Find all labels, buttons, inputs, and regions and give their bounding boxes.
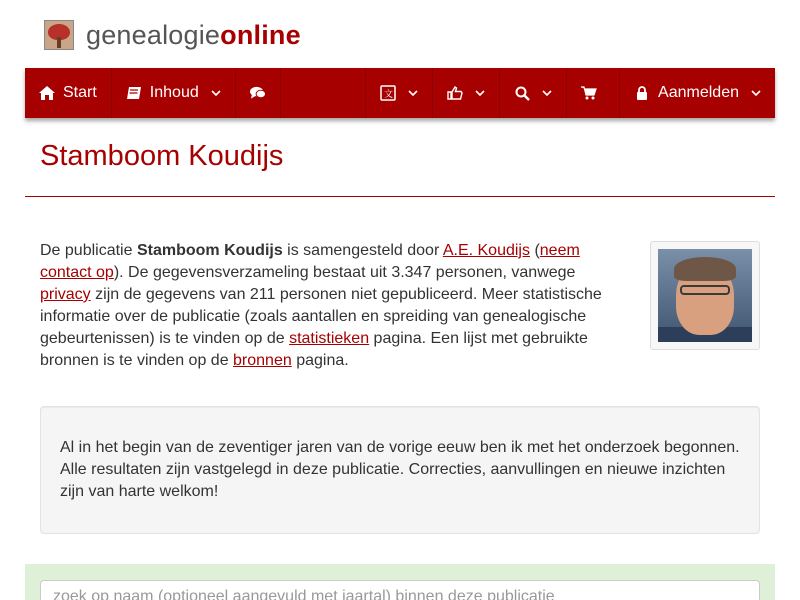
author-avatar[interactable] [650,241,760,350]
nav-spacer [281,68,366,118]
thumbs-up-icon [447,85,463,101]
comments-icon [250,85,266,101]
lock-icon [634,85,650,101]
chevron-down-icon [475,88,485,98]
svg-text:文: 文 [384,90,394,100]
tree-logo-icon [44,20,74,50]
site-logo[interactable] [44,18,301,52]
search-input[interactable] [40,580,760,600]
privacy-link[interactable]: privacy [40,286,91,303]
nav-start-label: Start [63,84,97,101]
site-brand-name: genealogieonline [86,19,301,50]
search-icon [514,85,530,101]
nav-forum[interactable] [236,68,281,118]
publication-note-text: Al in het begin van de zeventiger jaren van de vorige eeuw ben ik met het onderzoek begonnen. Alle resultaten zijn vastgelegd in deze publicatie. Correcties, aanvullingen en nieuwe inzichten zijn van harte welkom! [60,439,740,500]
home-icon [39,85,55,101]
nav-start[interactable] [25,68,112,118]
chevron-down-icon [408,88,418,98]
nav-share[interactable] [433,68,500,118]
sources-link[interactable]: bronnen [233,352,292,369]
translate-icon [380,85,396,101]
nav-login[interactable] [620,68,775,118]
main-navbar [25,68,775,118]
page-title: Stamboom Koudijs [40,140,284,172]
chevron-down-icon [542,88,552,98]
search-panel [25,564,775,600]
title-divider [25,196,775,197]
chevron-down-icon [211,88,221,98]
publication-intro: De publicatie Stamboom Koudijs is samengesteld door A.E. Koudijs (neem contact op). De gegevensverzameling bestaat uit 3.347 personen, vanwege privacy zijn de gegevens van 211 personen niet gepubliceerd. Meer statistische informatie over de publicatie (zoals aantallen en spreiding van genealogische gebeurtenissen) is te vinden op de statistieken pagina. Een lijst met gebruikte bronnen is te vinden op de bronnen pagina. [40,242,602,369]
author-link[interactable]: A.E. Koudijs [442,242,530,259]
contact-link[interactable]: neem contact op [40,242,580,281]
author-photo [658,249,752,342]
book-icon [126,85,142,101]
chevron-down-icon [751,88,761,98]
nav-inhoud-label: Inhoud [149,84,199,101]
publication-name: Stamboom Koudijs [136,242,283,259]
nav-shop[interactable] [567,68,620,118]
nav-inhoud[interactable] [112,68,236,118]
publication-note [40,406,760,534]
nav-login-label: Aanmelden [658,84,739,101]
nav-language[interactable] [366,68,433,118]
statistics-link[interactable]: statistieken [289,330,370,347]
nav-search[interactable] [500,68,567,118]
cart-icon [581,85,597,101]
